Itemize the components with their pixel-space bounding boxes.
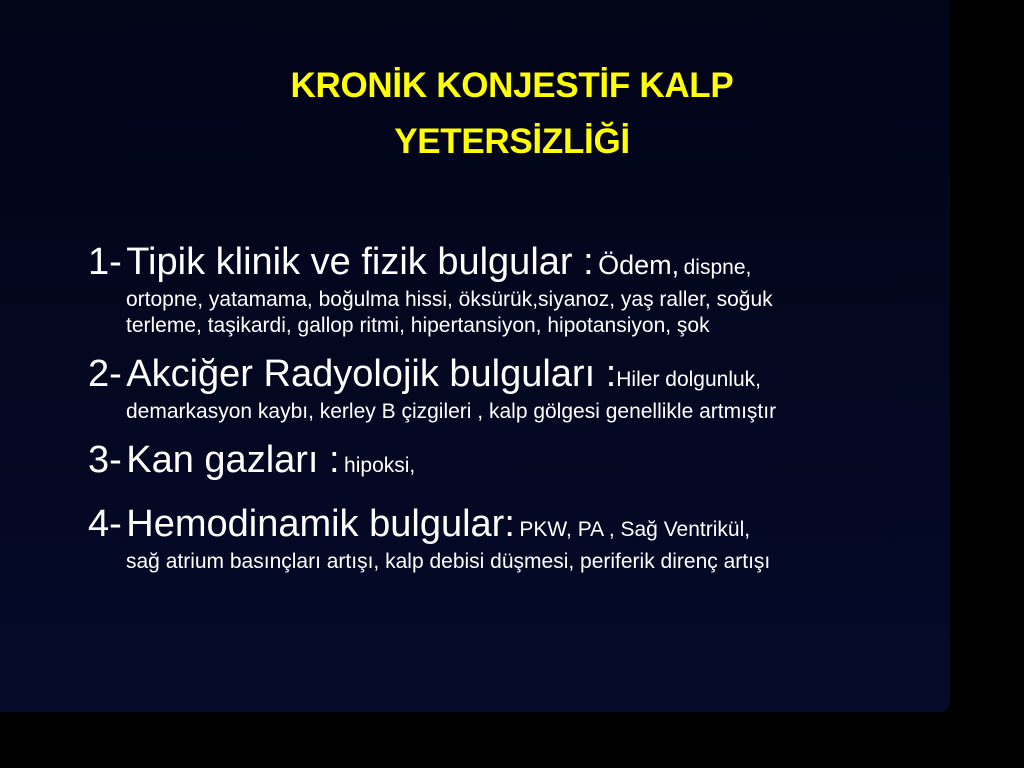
list-item-4-first-line bbox=[88, 499, 938, 549]
list-item-number: 2- bbox=[88, 353, 122, 395]
list-item-heading: Hemodinamik bulgular: bbox=[126, 503, 515, 545]
list-item-detail-lead-small: hipoksi, bbox=[344, 454, 416, 477]
list-item-detail-lead-small: dispne, bbox=[683, 256, 752, 279]
list-item-number: 4- bbox=[88, 503, 122, 545]
list-item-1-first-line bbox=[88, 237, 938, 287]
list-item-number: 3- bbox=[88, 439, 122, 481]
list-item-detail-line: demarkasyon kaybı, kerley B çizgileri , kalp gölgesi genellikle artmıştır bbox=[126, 400, 777, 423]
list-item-2-first-line bbox=[88, 349, 938, 399]
slide-title bbox=[0, 58, 1024, 170]
list-item-number: 1- bbox=[88, 241, 122, 283]
list-item-2 bbox=[88, 349, 938, 425]
list-item-heading: Tipik klinik ve fizik bulgular : bbox=[126, 241, 594, 283]
list-item-detail-line: terleme, taşikardi, gallop ritmi, hipertansiyon, hipotansiyon, şok bbox=[126, 314, 710, 337]
list-item-heading: Akciğer Radyolojik bulguları : bbox=[126, 353, 617, 395]
list-item-3-first-line bbox=[88, 435, 938, 485]
list-item-detail-line: ortopne, yatamama, boğulma hissi, öksürük,siyanoz, yaş raller, soğuk bbox=[126, 288, 773, 311]
slide-title-line-2: YETERSİZLİĞİ bbox=[394, 122, 630, 161]
slide-title-line-1: KRONİK KONJESTİF KALP bbox=[290, 66, 734, 105]
list-item-1 bbox=[88, 237, 938, 339]
list-item-detail-lead: Ödem, bbox=[598, 250, 680, 280]
list-item-4 bbox=[88, 499, 938, 575]
bullet-list bbox=[88, 237, 938, 585]
list-item-detail-lead-small: PKW, PA , Sağ Ventrikül, bbox=[519, 518, 751, 541]
list-item-3 bbox=[88, 435, 938, 485]
list-item-detail-line: sağ atrium basınçları artışı, kalp debisi düşmesi, periferik direnç artışı bbox=[126, 550, 771, 573]
list-item-heading: Kan gazları : bbox=[126, 439, 340, 481]
list-item-detail-lead-small: Hiler dolgunluk, bbox=[616, 368, 762, 391]
